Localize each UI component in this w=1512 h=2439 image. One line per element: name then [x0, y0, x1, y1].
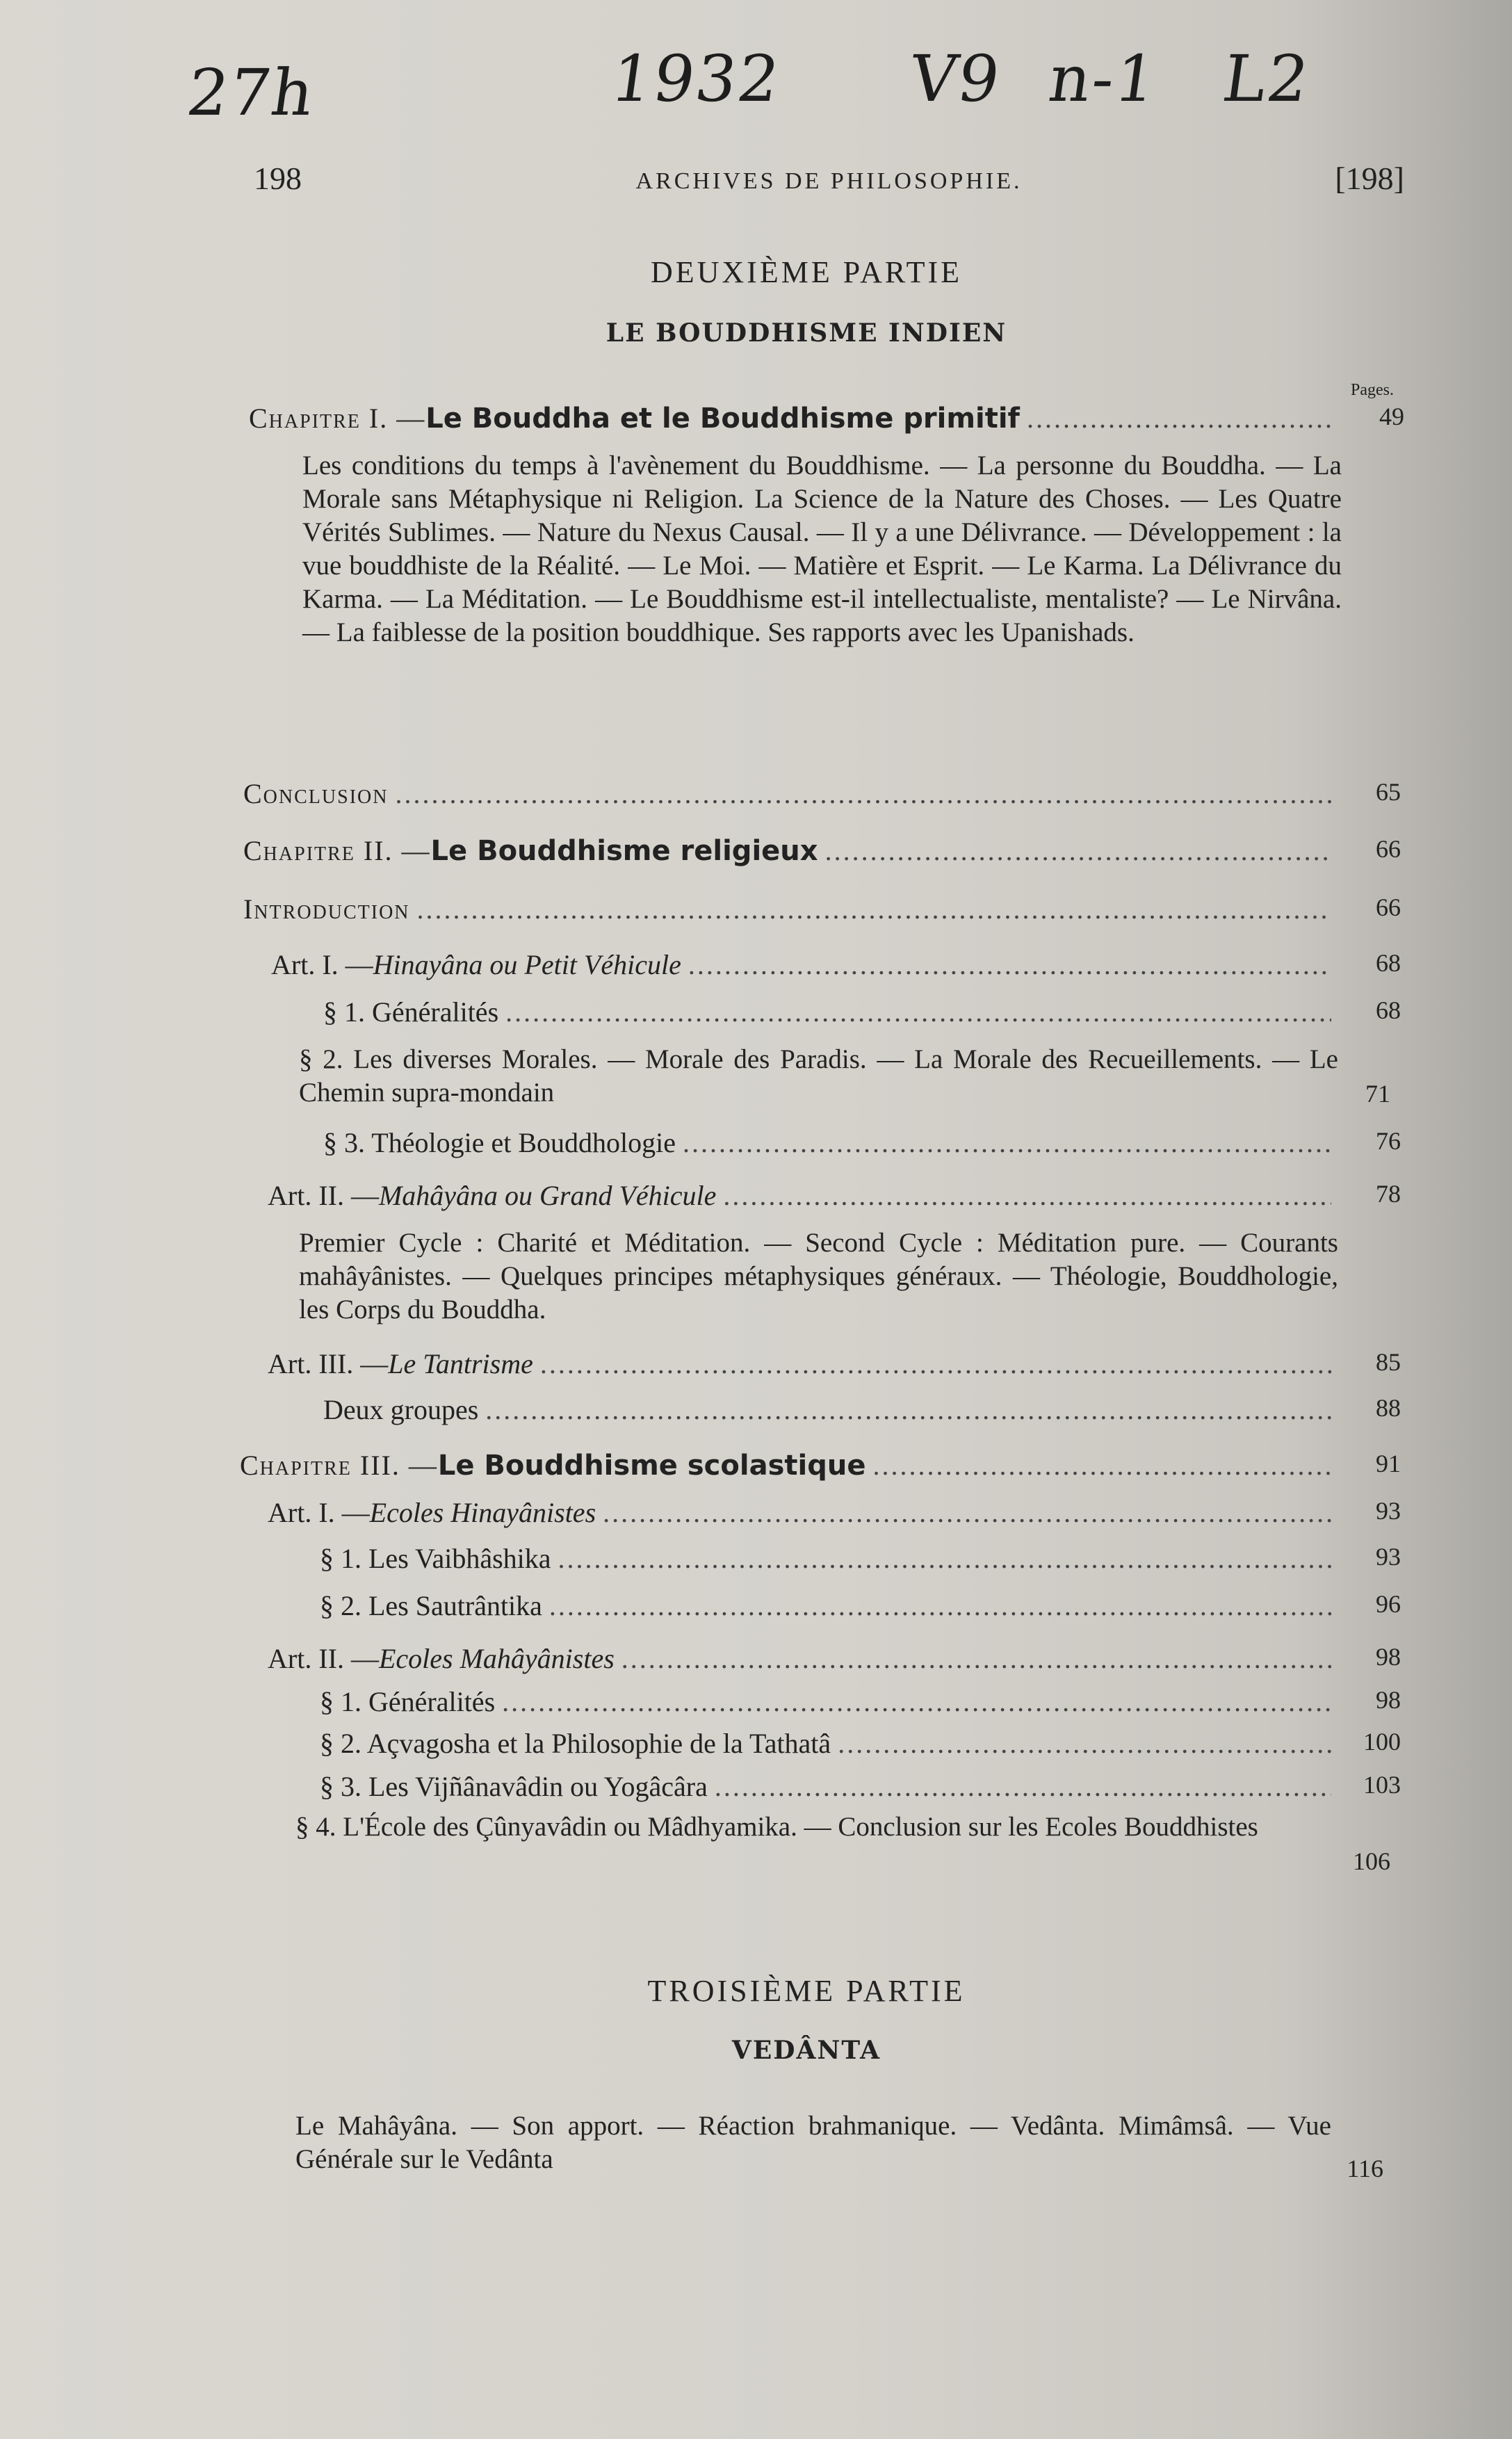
handwritten-volume: V9 [905, 42, 1006, 116]
page-ref: 96 [1376, 1590, 1401, 1618]
leader-dots [688, 948, 1331, 981]
article-prefix: Art. III. — [268, 1348, 389, 1379]
article-3-entry [268, 1347, 1401, 1380]
leader-dots [485, 1393, 1331, 1426]
ch3-art2-section-4-page: 106 [1353, 1847, 1390, 1875]
handwritten-number: n-1 [1044, 42, 1163, 116]
part-3-heading: TROISIÈME PARTIE [647, 1974, 966, 2008]
article-title: Ecoles Mahâyânistes [378, 1643, 615, 1674]
chapter-1-summary: Les conditions du temps à l'avènement du Bouddhisme. — La personne du Bouddha. — La Morale sans Métaphysique ni Religion. La Science de la Nature des Choses. — Les Quatre Vérités Sublimes. — Nature du Nexus Causal. — Il y a une Délivrance. — Développement : la vue bouddhiste de la Réalité. — Le Moi. — Matière et Esprit. — Le Karma. La Délivrance du Karma. — La Méditation. — Le Bouddhisme est-il intellectualiste, mentaliste? — Le Nirvâna. — La faiblesse de la position bouddhique. Ses rapports avec les Upanishads. [302, 451, 1342, 647]
leader-dots [603, 1496, 1331, 1529]
page-ref: 93 [1376, 1543, 1401, 1571]
ch3-section-2-entry [320, 1589, 1401, 1622]
page-ref: 98 [1376, 1643, 1401, 1671]
page-number-left: 198 [254, 161, 302, 196]
leader-dots [872, 1449, 1331, 1482]
page-ref: 66 [1376, 893, 1401, 921]
section-2-entry [299, 1043, 1338, 1110]
page-ref: 85 [1376, 1348, 1401, 1376]
page-ref: 68 [1376, 949, 1401, 977]
page-ref: 98 [1376, 1686, 1401, 1714]
article-prefix: Art. I. — [271, 949, 373, 980]
page-ref: 91 [1376, 1450, 1401, 1477]
section-2-page: 71 [1365, 1080, 1390, 1108]
chapter-prefix: Chapitre III. — [240, 1450, 438, 1481]
entry-label: § 3. Théologie et Bouddhologie [323, 1127, 676, 1158]
article-prefix: Art. I. — [268, 1497, 370, 1528]
chapter-3-entry [240, 1449, 1401, 1482]
page-ref: 88 [1376, 1394, 1401, 1422]
article-2-entry [268, 1179, 1401, 1212]
entry-label: § 3. Les Vijñânavâdin ou Yogâcâra [320, 1771, 708, 1802]
ch3-art2-section-1-entry [320, 1685, 1401, 1718]
page-number-right: [198] [1335, 161, 1404, 196]
leader-dots [838, 1727, 1331, 1760]
leader-dots [395, 777, 1331, 810]
handwritten-year: 1932 [606, 42, 786, 116]
leader-dots [505, 996, 1331, 1028]
entry-label: Conclusion [243, 778, 389, 809]
section-title: LE BOUDDHISME INDIEN [605, 318, 1007, 348]
article-2-summary: Premier Cycle : Charité et Méditation. — Second Cycle : Méditation pure. — Courants mahâyânistes. — Quelques principes métaphysiques généraux. — Théologie, Bouddhologie, les Corps du Bouddha. [299, 1228, 1338, 1324]
entry-label: § 1. Généralités [323, 996, 499, 1028]
entry-label: § 1. Les Vaibhâshika [320, 1543, 551, 1574]
ch3-section-1-entry [320, 1542, 1401, 1575]
leader-dots [558, 1542, 1331, 1575]
pages-label: Pages. [1351, 381, 1394, 399]
entry-label: Introduction [243, 893, 410, 925]
leader-dots [715, 1770, 1331, 1803]
leader-dots [549, 1589, 1331, 1622]
chapter-prefix: Chapitre II. — [243, 835, 431, 866]
leader-dots [417, 893, 1331, 925]
chapter-2-entry [243, 834, 1401, 867]
leader-dots [683, 1126, 1331, 1159]
page-ref: 68 [1376, 996, 1401, 1024]
chapter-1-entry [249, 402, 1404, 435]
article-1-entry [271, 948, 1401, 981]
page-ref: 103 [1363, 1771, 1401, 1799]
page-ref: 100 [1363, 1728, 1401, 1756]
entry-label: § 2. Les Sautrântika [320, 1590, 542, 1621]
running-header [254, 160, 1404, 202]
page-ref: 65 [1376, 778, 1401, 806]
article-title: Le Tantrisme [388, 1348, 533, 1379]
introduction-entry [243, 893, 1401, 925]
leader-dots [540, 1347, 1331, 1380]
chapter-prefix: Chapitre I. — [249, 403, 426, 434]
article-prefix: Art. II. — [268, 1643, 379, 1674]
journal-title: ARCHIVES DE PHILOSOPHIE. [635, 168, 1023, 194]
chapter-title: Le Bouddha et le Bouddhisme primitif [425, 403, 1020, 435]
entry-label: Deux groupes [323, 1394, 479, 1425]
page-ref: 66 [1376, 835, 1401, 863]
section-1-entry [323, 996, 1401, 1028]
ch3-article-2-entry [268, 1642, 1401, 1675]
leader-dots [621, 1642, 1331, 1675]
part-3-summary [295, 2109, 1331, 2176]
part-3-title: VEDÂNTA [731, 2036, 881, 2065]
entry-text: Le Mahâyâna. — Son apport. — Réaction brahmanique. — Vedânta. Mimâmsâ. — Vue Générale sur le Vedânta [295, 2111, 1331, 2174]
entry-label: § 2. Açvagosha et la Philosophie de la Tathatâ [320, 1728, 831, 1759]
entry-text: § 2. Les diverses Morales. — Morale des Paradis. — La Morale des Recueillements. — Le Chemin supra-mondain [299, 1044, 1338, 1108]
part-3-page: 116 [1347, 2155, 1383, 2182]
part-heading: DEUXIÈME PARTIE [650, 255, 963, 289]
deux-groupes-entry [323, 1393, 1401, 1426]
handwritten-mark: L2 [1218, 42, 1315, 116]
chapter-title: Le Bouddhisme scolastique [437, 1450, 866, 1482]
entry-label: § 1. Généralités [320, 1686, 496, 1717]
leader-dots [723, 1179, 1331, 1212]
leader-dots [1027, 402, 1335, 435]
page-ref: 93 [1376, 1497, 1401, 1525]
page-ref: 49 [1379, 403, 1404, 430]
article-title: Ecoles Hinayânistes [369, 1497, 596, 1528]
page-ref: 78 [1376, 1180, 1401, 1208]
ch3-art2-section-2-entry [320, 1727, 1401, 1760]
conclusion-entry [243, 777, 1401, 810]
page-ref: 76 [1376, 1127, 1401, 1155]
article-prefix: Art. II. — [268, 1180, 379, 1211]
chapter-title: Le Bouddhisme religieux [430, 835, 818, 867]
section-3-entry [323, 1126, 1401, 1159]
article-title: Mahâyâna ou Grand Véhicule [378, 1180, 717, 1211]
leader-dots [502, 1685, 1331, 1718]
ch3-art2-section-3-entry [320, 1770, 1401, 1803]
entry-text: § 4. L'École des Çûnyavâdin ou Mâdhyamika. — Conclusion sur les Ecoles Bouddhistes [295, 1812, 1258, 1842]
article-title: Hinayâna ou Petit Véhicule [373, 949, 681, 980]
handwritten-note: 27h [182, 56, 320, 130]
ch3-article-1-entry [268, 1496, 1401, 1529]
ch3-art2-section-4-entry [295, 1810, 1338, 1844]
leader-dots [825, 834, 1331, 867]
